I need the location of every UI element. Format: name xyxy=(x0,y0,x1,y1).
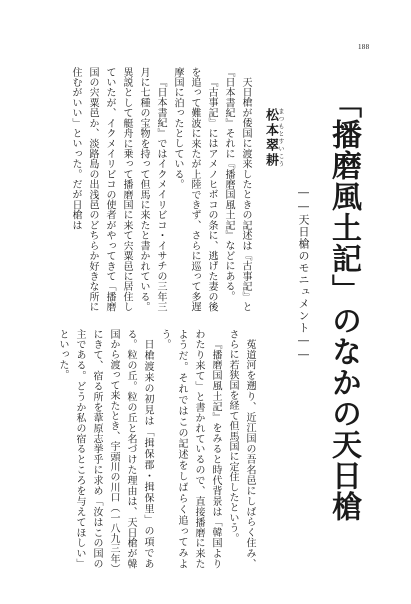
paragraph: 菟道河を遡り、近江国の吾名邑にしばらく住み、さらに若狭国を経て但馬国に定住したという。 xyxy=(227,329,255,569)
paragraph: 『古事記』にはアメノヒボコの条に、逃げた妻の後を追って難波に来たが上陸できず、さらに巡って多遅摩国に泊ったとしている。 xyxy=(172,67,217,312)
paragraph: 『日本書紀』ではイクメイリビコ・イサチの三年三月に七種の宝物を持って但馬に来たと書かれている。異説として艇舟に乗って播磨国に来て宍粟邑に居住していたが、イクメイリビコの使者がやってきて「播磨国の宍粟邑か、淡路島の出浅邑のどちらか好きな所に住むがいい」といった。だが日槍は xyxy=(70,67,166,312)
author-name-ruby: まつもとすいこう xyxy=(277,108,284,168)
page-number: 188 xyxy=(358,43,370,51)
body-text-upper-block xyxy=(58,67,254,312)
paragraph: 天日槍が倭国に渡来したときの記述は『古事記』と『日本書紀』それに『播磨国風土記』などにある。 xyxy=(223,67,251,312)
author-name: 松本翠耕 xyxy=(263,108,278,168)
article-subtitle: ――天日槍のモニュメント―― xyxy=(297,186,310,362)
paragraph: 『播磨国風土記』をみると時代背景は「韓国よりわたり来て」と書かれているので、直接播磨に来たようだ。それではこの記述をしばらく追ってみよう。 xyxy=(159,329,221,569)
body-text-lower-block xyxy=(58,329,258,569)
paragraph: 日槍渡来の初見は「揖保郡・揖保里」の項である。粒の丘。粒の丘と名づけた理由は、天日槍が韓国から渡って来たとき、宇頭川の川口（一八九三年）にきて、宿る所を葦原志挙乎に求め「汝はこの国の主である。どうか私の宿るところを与えてほしい」といった。 xyxy=(57,329,153,569)
article-title: 「播磨風土記」のなかの天日槍 xyxy=(326,88,361,522)
